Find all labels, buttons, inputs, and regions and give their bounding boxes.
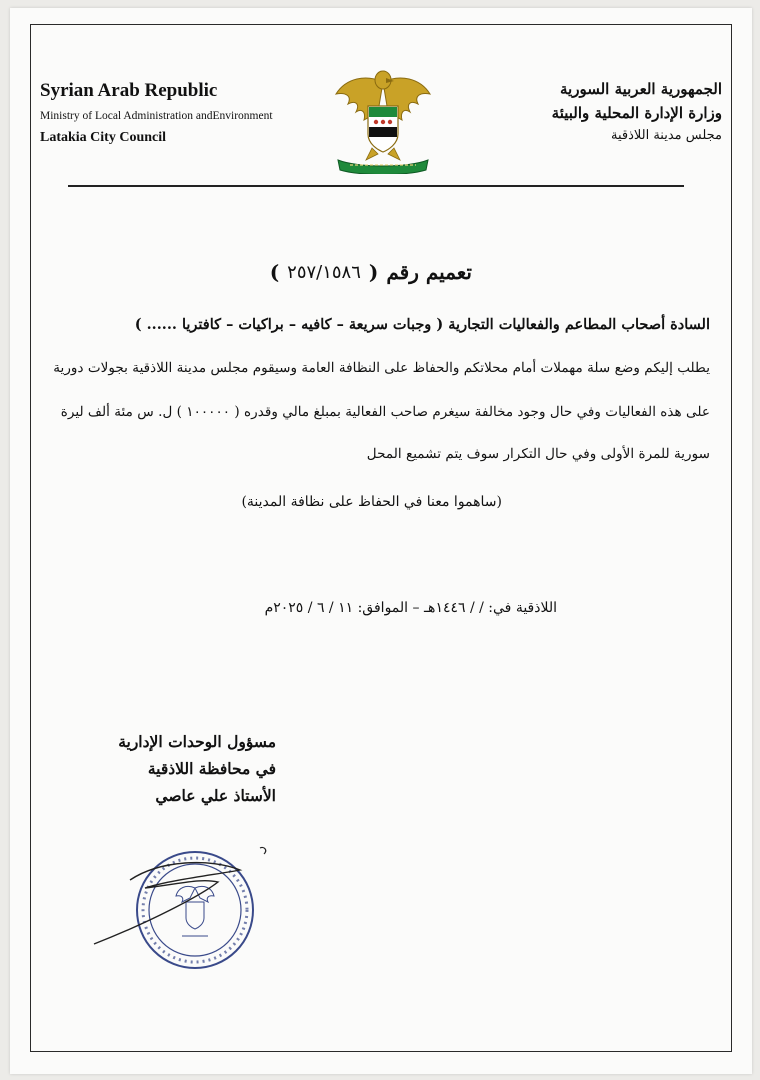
- eagle-emblem-icon: [328, 60, 438, 174]
- date-line: اللاذقية في: / / ١٤٤٦هـ – الموافق: ١١ / ٦ / ٢٠٢٥م: [264, 600, 557, 616]
- slogan: (ساهموا معنا في الحفاظ على نظافة المدينة): [241, 494, 502, 510]
- circular-open-paren: (: [368, 260, 379, 284]
- header-divider: [68, 185, 684, 187]
- circular-title: [270, 260, 472, 284]
- circular-close-paren: ): [269, 260, 280, 284]
- body-paragraph-3: سورية للمرة الأولى وفي حال التكرار سوف يتم تشميع المحل: [366, 446, 710, 462]
- circular-number: ٢٥٧/١٥٨٦: [287, 261, 361, 283]
- letterhead-en-ministry: Ministry of Local Administration andEnvironment: [40, 110, 273, 122]
- letterhead-ar-country: الجمهورية العربية السورية: [560, 80, 722, 98]
- letterhead-ar-council: مجلس مدينة اللاذقية: [610, 128, 722, 143]
- letterhead-english: [40, 80, 340, 146]
- letterhead-en-country: Syrian Arab Republic: [40, 80, 218, 101]
- signatory-name: الأستاذ علي عاصي: [155, 786, 276, 805]
- letterhead-ar-ministry: وزارة الإدارة المحلية والبيئة: [551, 104, 722, 122]
- body-paragraph-2: على هذه الفعاليات وفي حال وجود مخالفة سيغرم صاحب الفعالية بمبلغ مالي وقدره ( ١٠٠٠٠٠ ) ل. س مئة ألف ليرة: [60, 404, 710, 420]
- circular-label: تعميم رقم: [386, 260, 472, 284]
- signature-block: [36, 728, 276, 809]
- letterhead-en-council: Latakia City Council: [40, 130, 167, 145]
- body-paragraph-1: يطلب إليكم وضع سلة مهملات أمام محلاتكم والحفاظ على النظافة العامة وسيقوم مجلس مدينة اللاذقية بجولات دورية: [53, 360, 710, 376]
- addressee-line: السادة أصحاب المطاعم والفعاليات التجارية ( وجبات سريعة – كافيه – براكيات – كافتريا ...... ): [134, 316, 710, 333]
- document-page: [10, 8, 752, 1074]
- letterhead-arabic: [462, 80, 722, 143]
- signatory-province: في محافظة اللاذقية: [147, 759, 276, 778]
- signatory-title: مسؤول الوحدات الإدارية: [118, 732, 276, 751]
- official-stamp-icon: [90, 840, 280, 970]
